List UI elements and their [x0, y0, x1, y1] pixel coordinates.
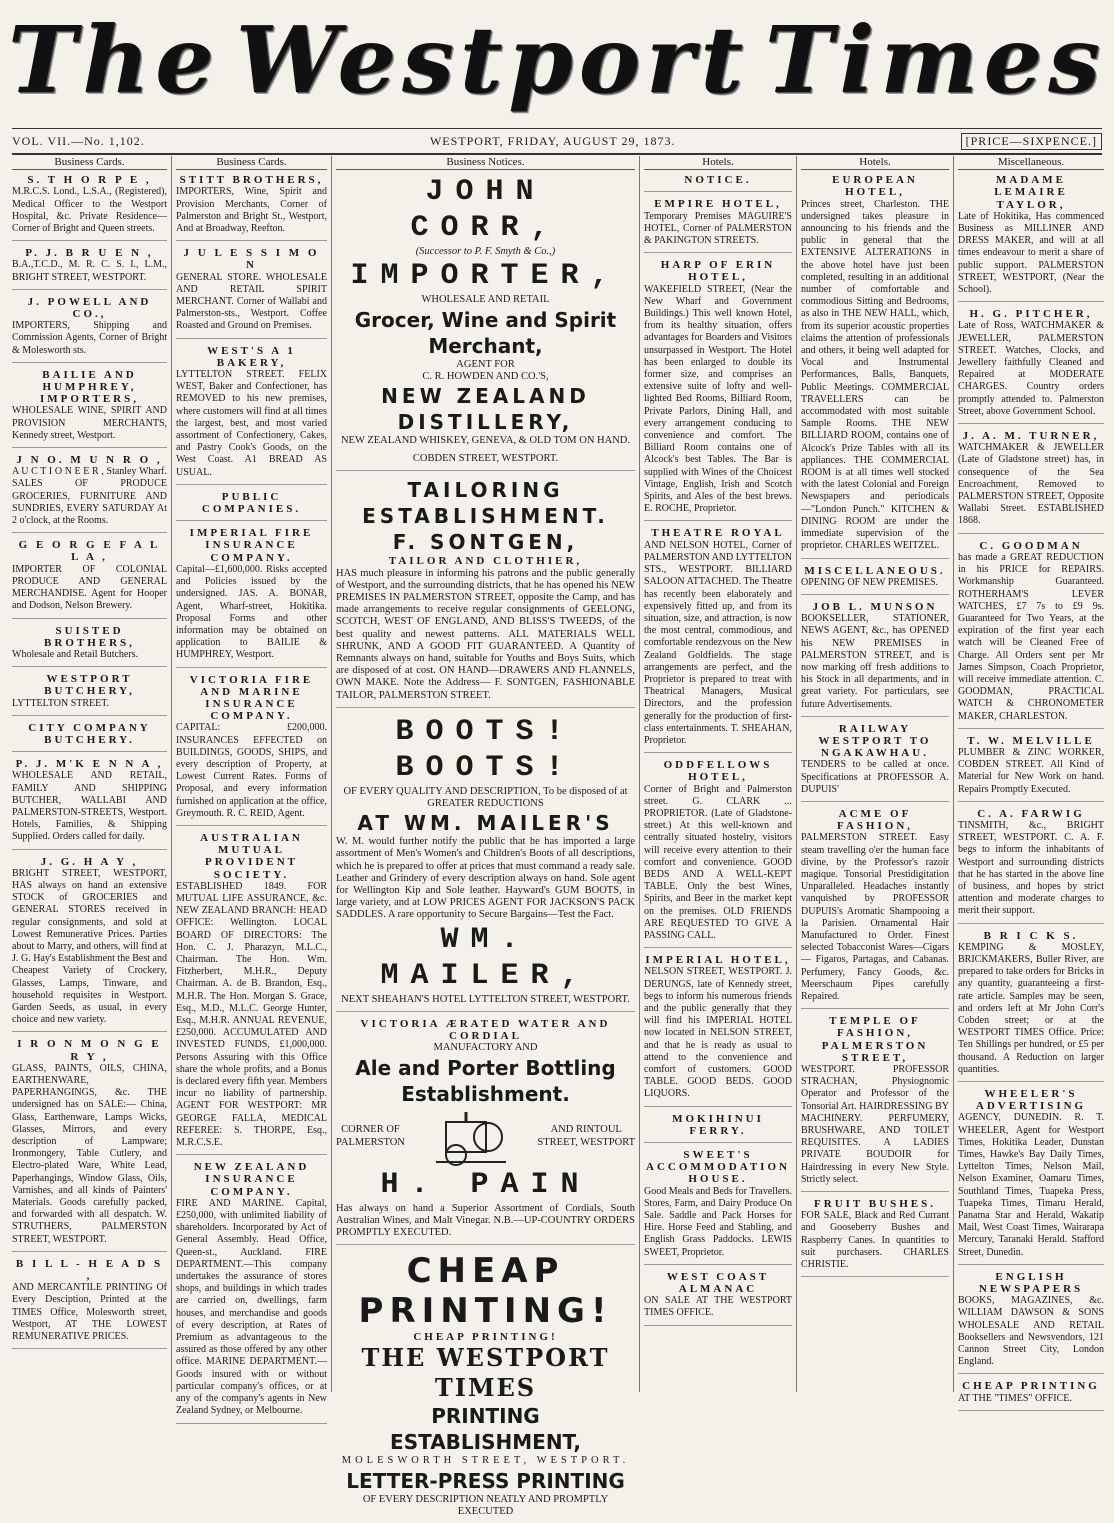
print-times: THE WESTPORT TIMES	[361, 1343, 610, 1403]
pain-hd: VICTORIA ÆRATED WATER AND CORDIAL	[360, 1017, 611, 1043]
advert-heading: SUISTED BROTHERS,	[44, 624, 135, 649]
advert	[12, 1038, 167, 1251]
pain-pr: STREET, WESTPORT	[537, 1136, 635, 1148]
advert-body: PALMERSTON STREET. Easy steam travelling o'er the human face divine, by the Professor's razoir magique. Tonsorial Prestidigitation Unparalleled. Headaches instantly vanquished by PROFESSOR DUPUIS's Aromatic Shampooing a la Parisien. Ornamental Hair Manufactured to Order. Finest selected Tobacconist Wares—Cigars — Figaros, Partagas, and Cabanas. Perfumery, Fancy Goods, &c. Meerschaum Pipes carefully Repaired.	[801, 832, 949, 1002]
boots-name: WM. MAILER,	[380, 922, 591, 993]
advert-body: AND MERCANTILE PRINTING Of Every Desciption, Printed at the TIMES Office, Molesworth street, Westport, AT THE LOWEST REMUNERATIVE PRICES.	[12, 1282, 167, 1343]
advert-heading: VICTORIA FIRE AND MARINE INSURANCE COMPANY.	[189, 673, 314, 723]
advert-heading: G E O R G E F A L L A ,	[18, 539, 161, 564]
advert-body: CAPITAL: £200,000. INSURANCES EFFECTED on BUILDINGS, GOODS, SHIPS, and every description of Property, at Lowest Current Rates. Forms of Proposal, and every information furnished on application at the office, Greymouth. R. C. REID, Agent.	[176, 722, 327, 819]
column-1	[8, 156, 172, 1392]
advert-body: Good Meals and Beds for Travellers. Stores, Farm, and Dairy Produce On Sale. Saddle and Pack Horses for Hire. Horse Feed and Stabling, and English Grass Paddocks. LEWIS SWEET, Proprietor.	[644, 1185, 792, 1258]
corr-nz: NEW ZEALAND DISTILLERY,	[381, 384, 590, 435]
advert	[801, 723, 949, 802]
advert-heading: EUROPEAN HOTEL,	[832, 174, 918, 199]
advert	[12, 296, 167, 363]
dateline	[12, 128, 1102, 155]
advert-body: IMPORTERS, Wine, Spirit and Provision Merchants, Corner of Palmerston and Bright St., Westport, And at Broadway, Reefton.	[176, 186, 327, 235]
pain-pl: PALMERSTON	[336, 1136, 405, 1148]
masthead-word-times: Times	[764, 6, 1107, 114]
advert	[12, 454, 167, 533]
sontgen-role: TAILOR AND CLOTHIER,	[388, 555, 583, 568]
advert-body: Corner of Bright and Palmerston street. G. CLARK ... PROPRIETOR. (Late of Gladstone-street.) At this well-known and centrally situated hostelry, visitors will receive every attention to their comfort and convenience. GOOD BEDS AND A WELL-KEPT TABLE. Only the best Wines, Spirits, and Beer in the market kept on the premises. OLD FRIENDS ARE REQUESTED TO GIVE A PASSING CALL.	[644, 783, 792, 941]
advert-heading: ODDFELLOWS HOTEL,	[663, 759, 773, 784]
pain-name: H. PAIN	[380, 1167, 591, 1202]
issue-date: WESTPORT, FRIDAY, AUGUST 29, 1873.	[429, 133, 676, 148]
advert-body: Late of Hokitika, Has commenced Business as MILLINER AND DRESS MAKER, and will at all times endeavour to merit a share of public support. PALMERSTON STREET, WESTPORT, (Near the School).	[958, 210, 1104, 296]
masthead	[0, 0, 1114, 120]
advert-heading: WEST COAST ALMANAC	[666, 1270, 770, 1296]
advert	[12, 247, 167, 290]
advert-heading: RAILWAY WESTPORT TO NGAKAWHAU.	[818, 722, 932, 760]
boots-hd: BOOTS! BOOTS!	[395, 714, 576, 785]
advert-heading: C. A. FARWIG	[977, 807, 1085, 820]
corr-nz2: NEW ZEALAND WHISKEY, GENEVA, & OLD TOM ON HAND.	[340, 435, 631, 447]
advert-heading: J N O. M U N R O ,	[16, 454, 163, 467]
advert-heading: NOTICE.	[684, 174, 752, 187]
advert-heading: ACME OF FASHION,	[836, 807, 914, 833]
advert	[801, 808, 949, 1009]
advert	[12, 174, 167, 241]
advert	[644, 1113, 792, 1143]
boots-b2: W. M. would further notify the public that he has imported a large assortment of Men's Women's and Children's Boots of all descriptions, which he is prepared to offer at prices that must command a ready sale. Leather and Grindery of every description always on hand. Sole agent for Wellington Kip and Sole leather. Hayward's GUM BOOTS, in large variety, and at LOW PRICES AGENT FOR JACKSON'S PACK SADDLES. A rare opportunity to Secure Bargains—Test the Fact.	[336, 836, 635, 921]
advert	[176, 1161, 327, 1423]
advert	[12, 369, 167, 448]
advert-body: TINSMITH, &c., BRIGHT STREET, WESTPORT. C. A. F. begs to inform the inhabitants of Westport and surrounding districts that he has started in the above line of business, and hopes by strict attention and moderate charges to merit their support.	[958, 819, 1104, 917]
sontgen-body: HAS much pleasure in informing his patrons and the public generally of Westport, and the surrounding districts, that he has opened his NEW PREMISES IN PALMERSTON STREET, opposite the Camp, and has made arrangements to receive regular consignments of GEELONG, SCOTCH, WEST OF ENGLAND, AND BLISS'S TWEEDS, of the best quality and newest patterns. ALL MATERIALS WELL SHRUNK, AND A GOOD FIT GUARANTEED. A Quantity of Remnants always on hand, suitable for Youths and Boys Suits, which are disposed of at cost. ON HAND—DRAWERS AND FLANNELS, OWN MAKE. Note the Address— F. SONTGEN, FASHIONABLE TAILOR, PALMERSTON STREET.	[336, 567, 635, 701]
pain-advert	[336, 1018, 635, 1245]
printing-advert	[336, 1251, 635, 1523]
advert	[12, 625, 167, 668]
advert	[12, 722, 167, 752]
advert-heading: WHEELER'S ADVERTISING	[975, 1088, 1087, 1113]
boots-b1: OF EVERY QUALITY AND DESCRIPTION, To be disposed of at GREATER REDUCTIONS	[343, 785, 628, 810]
advert-body: NELSON STREET, WESTPORT. J. DERUNGS, late of Kennedy street, begs to inform his numerous friends and the public generally that they will find his IMPERIAL HOTEL now located in NELSON STREET, and that he is ready as usual to attend to the convenience and comfort of customers. GOOD TABLE. GOOD BEDS. GOOD LIQUORS.	[644, 966, 792, 1100]
advert-body: IMPORTERS, Shipping and Commission Agents, Corner of Bright & Molesworth sts.	[12, 320, 167, 356]
advert	[958, 930, 1104, 1082]
corr-advert	[336, 174, 635, 471]
advert	[644, 1271, 792, 1326]
advert-body: M.R.C.S. Lond., L.S.A., (Registered), Medical Officer to the Westport Hospital, &c. Private Residence—Corner of Bright and Queen streets.	[12, 186, 167, 235]
advert-heading: T. W. MELVILLE	[967, 734, 1095, 747]
advert-heading: THEATRE ROYAL	[651, 527, 785, 540]
advert	[644, 1149, 792, 1265]
advert-heading: J. POWELL AND CO.,	[27, 295, 152, 321]
advert-body: LYTTELTON STREET. FELIX WEST, Baker and Confectioner, has REMOVED to his new premises, where customers will find at all times the largest, best, and most varied assortment of Confectionery, Cakes, and Pastry Cook's Goods, on the West Coast. A1 BREAD AS USUAL.	[176, 369, 327, 478]
advert-heading: MISCELLANEOUS.	[804, 564, 946, 577]
advert-heading: PUBLIC COMPANIES.	[201, 490, 302, 516]
pain-ale: Ale and Porter Bottling Establishment.	[355, 1055, 616, 1106]
column-heading: Miscellaneous.	[958, 156, 1104, 170]
bottling-machine-icon	[426, 1107, 516, 1167]
advert-heading: H. G. PITCHER,	[969, 308, 1093, 321]
corr-sub: (Successor to P. F. Smyth & Co.,)	[415, 246, 556, 258]
advert-heading: HARP OF ERIN HOTEL,	[660, 259, 776, 284]
advert	[176, 674, 327, 826]
corr-name: JOHN CORR,	[410, 175, 561, 246]
advert-heading: CHEAP PRINTING	[962, 1380, 1100, 1393]
advert	[12, 1258, 167, 1349]
advert-body: Late of Ross, WATCHMAKER & JEWELLER, PALMERSTON STREET. Watches, Clocks, and Jewellery faithfully Cleaned and Repaired at MODERATE CHARGES. Country orders promptly attended to. Palmerston Street, above Government School.	[958, 320, 1104, 417]
advert	[176, 345, 327, 485]
advert-body: TENDERS to be called at once. Specifications at PROFESSOR A. DUPUIS'	[801, 759, 949, 795]
advert-heading: JOB L. MUNSON	[812, 600, 938, 613]
advert-body: IMPORTER OF COLONIAL PRODUCE AND GENERAL MERCHANDISE. Agent for Hooper and Dodson, Nelson Brewery.	[12, 563, 167, 612]
column-heading: Business Notices.	[336, 156, 635, 170]
advert-heading: I R O N M O N G E R Y ,	[17, 1038, 162, 1063]
advert-heading: WEST'S A 1 BAKERY,	[207, 344, 296, 369]
advert	[644, 759, 792, 948]
advert-heading: FRUIT BUSHES.	[814, 1198, 936, 1211]
advert-heading: SWEET'S ACCOMMODATION HOUSE.	[646, 1149, 790, 1186]
advert-body: B.A.,T.C.D., M. R. C. S. I., L.M., BRIGHT STREET, WESTPORT.	[12, 259, 167, 283]
advert	[176, 832, 327, 1155]
advert-heading: ENGLISH NEWSPAPERS	[978, 1270, 1084, 1296]
advert-heading: NEW ZEALAND INSURANCE COMPANY.	[193, 1161, 310, 1198]
advert-heading: P. J. B R U E N ,	[25, 247, 154, 260]
advert-body: WHOLESALE AND RETAIL, FAMILY AND SHIPPING BUTCHER, WALLABI AND PALMERSTON-STREETS, Westport. Hotels, Families, & Shipping Supplied. Orders called for daily.	[12, 770, 167, 843]
corr-grocer: Grocer, Wine and Spirit Merchant,	[354, 307, 617, 358]
advert	[958, 174, 1104, 302]
advert	[644, 259, 792, 521]
pain-body: Has always on hand a Superior Assortment of Cordials, South Australian Wines, and Malt Vinegar. N.B.—UP-COUNTRY ORDERS PROMPTLY EXECUTED.	[336, 1202, 635, 1238]
advert-heading: CITY COMPANY BUTCHERY.	[28, 721, 151, 746]
advert	[958, 430, 1104, 534]
advert-body: WATCHMAKER & JEWELLER (Late of Gladstone street) has, in consequence of the Sea Encroachment, Removed to PALMERSTON STREET, Opposite Wallabi Street. ESTABLISHED 1868.	[958, 442, 1104, 527]
advert-heading: MADAME LEMAIRE TAYLOR,	[994, 174, 1068, 211]
advert	[12, 673, 167, 716]
machine-illustration	[336, 1107, 635, 1167]
column-3	[332, 156, 640, 1517]
print-addr: MOLESWORTH STREET, WESTPORT.	[341, 1455, 630, 1467]
column-heading: Business Cards.	[12, 156, 167, 170]
advert	[644, 198, 792, 253]
column-heading: Business Cards.	[176, 156, 327, 170]
print-est: PRINTING ESTABLISHMENT,	[390, 1404, 581, 1455]
advert-body: PLUMBER & ZINC WORKER, COBDEN STREET. All Kind of Material for New Work on hand. Repairs Promptly Executed.	[958, 746, 1104, 795]
price: [PRICE—SIXPENCE.]	[961, 133, 1102, 150]
advert	[801, 1198, 949, 1277]
sontgen-hd: TAILORING ESTABLISHMENT.	[362, 478, 609, 529]
corr-agent: AGENT FOR	[456, 358, 515, 370]
advert-body: has made a GREAT REDUCTION in his PRICE for REPAIRS. Workmanship Guaranteed. ROTHERHAM'S LEVER WATCHES, £7 7s to £9 9s. Guaranteed for Two Years, at the expiration of the first year each watch will be Cleaned Free of Charge. All Orders sent per Mr James Simpson, Coach Proprietor, will receive immediate attention. C. GOODMAN, PRACTICAL WATCH & CHRONOMETER MAKER, CHARLESTON.	[958, 551, 1104, 722]
advert-body: Wholesale and Retail Butchers.	[12, 648, 139, 660]
pain-cl: CORNER OF	[341, 1124, 400, 1136]
advert	[958, 1088, 1104, 1265]
advert-body: Temporary Premises MAGUIRE'S HOTEL, Corner of PALMERSTON & PAKINGTON STREETS.	[644, 210, 792, 247]
advert-body: BOOKSELLER, STATIONER, NEWS AGENT, &c., has OPENED his NEW PREMISES in PALMERSTON STREET, and is now marking off fresh additions to his Stock in all departments, and in great variety. For particulars, see future Advertisements.	[801, 613, 949, 710]
advert-body: AND NELSON HOTEL, Corner of PALMERSTON AND LYTTELTON STS., WESTPORT. BILLIARD SALOON ATTACHED. The Theatre has recently been elaborately and expensively fitted up, and from its situation, size, and attraction, is now the most central, commodious, and comfortable rendezvous on the New Zealand Goldfields. The stage arrangements are perfect, and the Proprietor is prepared to treat with Theatrical Managers, Musical Directors, and the profession generally for the production of first-class entertainments. T. SHEAHAN, Proprietor.	[644, 539, 792, 746]
advert	[958, 808, 1104, 924]
masthead-word-the: The	[7, 6, 220, 114]
advert-body: ON SALE AT THE WESTPORT TIMES OFFICE.	[644, 1295, 792, 1319]
sontgen-name: F. SONTGEN,	[392, 530, 579, 555]
advert	[958, 1380, 1104, 1410]
advert	[801, 565, 949, 595]
advert	[12, 758, 167, 849]
advert-body: A U C T I O N E E R , Stanley Wharf. SALES OF PRODUCE GROCERIES, FURNITURE AND SUNDRIES, EVERY SATURDAY At 2 o'clock, at the Rooms.	[12, 466, 167, 527]
volume-number: VOL. VII.—No. 1,102.	[12, 133, 145, 148]
boots-addr: NEXT SHEAHAN'S HOTEL LYTTELTON STREET, WESTPORT.	[341, 993, 630, 1005]
advert	[644, 954, 792, 1106]
advert-body: FOR SALE, Black and Red Currant and Gooseberry Bushes and Raspberry Canes. In quantities to suit purchasers. CHARLES CHRISTIE.	[801, 1210, 949, 1271]
advert-body: OPENING OF NEW PREMISES.	[801, 576, 939, 588]
masthead-word-westport: Westport	[235, 6, 750, 114]
advert-body: ESTABLISHED 1849. FOR MUTUAL LIFE ASSURANCE, &c. NEW ZEALAND BRANCH: HEAD OFFICE: Wellington. LOCAL BOARD OF DIRECTORS: The Hon. C. J. Pharazyn, M.L.C., Chairman. The Hon. Wm. Fitzherbert, M.H.R., Deputy Chairman. A. de B. Brandon, Esq., M.H.R. The Hon. Morgan S. Grace, Esq., M.D., M.L.C. George Hunter, Esq., M.H.R. ANNUAL REVENUE, £250,000. ACCUMULATED AND INVESTED FUNDS, £1,000,000. Persons Assuring with this Office share the whole profits, and a Bonus is declared every fifth year. Members incur no liability of partnership. AGENT FOR WESTPORT: MR GEORGE FALLA, MEDICAL REFEREE: S. THORPE, Esq., M.R.C.S.E.	[176, 880, 327, 1149]
advert	[801, 174, 949, 558]
corr-ws: WHOLESALE AND RETAIL	[421, 294, 550, 306]
advert	[801, 601, 949, 717]
advert-heading: B I L L - H E A D S ,	[15, 1257, 164, 1283]
advert-body: WAKEFIELD STREET, (Near the New Wharf and Government Buildings.) This well known Hotel, from its healthy situation, offers advantages for Boarders and Visitors unsurpassed in Westport. The Hotel has been enlarged to double its former size, and comprises an extensive suite of lofty and well-lighted Bed Rooms, Billiard Room, Private Parlors, Dining Hall, and every arrangement conducing to convenience and comfort. The Billiard Room contains one of Alcock's best Tables. The Bar is supplied with Wines of the Choicest Vintage, English, Irish and Scotch Spirits, and Ales of the best brews. E. ROCHE, Proprietor.	[644, 283, 792, 515]
advert-heading: WESTPORT BUTCHERY,	[44, 673, 135, 698]
column-6	[954, 156, 1108, 1404]
advert-heading: C. GOODMAN	[979, 539, 1083, 552]
advert-heading: J U L E S S I M O N	[183, 247, 320, 272]
advert-heading: MOKIHINUI FERRY.	[672, 1112, 764, 1137]
advert	[958, 735, 1104, 802]
advert-heading: AUSTRALIAN MUTUAL PROVIDENT SOCIETY.	[200, 831, 303, 881]
advert-body: GLASS, PAINTS, OILS, CHINA, EARTHENWARE, PAPERHANGINGS, &c. THE undersigned has on SALE:— China, Glass, Earthenware, Lamps Wicks, Glasses, Mirrors, and every description of Lampware; Ironmongery, Table Cutlery, and Electro-plated Ware, White Lead, Paperhangings, Window Glass, Oils, Varnishes, and all kinds of Painters' Materials. Goods carefully packed, and forwarded with all despatch. W. STRUTHERS, PALMERSTON STREET, WESTPORT.	[12, 1062, 167, 1245]
pain-mf: MANUFACTORY AND	[433, 1042, 538, 1054]
advert-body: FIRE AND MARINE. Capital, £250,000, with unlimited liability of shareholders. Incorporated by Act of General Assembly. Head Office, Queen-st., Auckland. FIRE DEPARTMENT.—This company undertakes the assurance of stores shops, and buildings in which trades are carried on, dwellings, farm houses, and merchandise and goods of every description, at Rates of Premium as advantageous to the assured as those offered by any other office. MARINE DEPARTMENT.—Goods insured with or without particular company's offices, or at any of the company's agents in New Zealand Sydney, or Melbourne.	[176, 1197, 327, 1417]
advert-body: BRIGHT STREET, WESTPORT, HAS always on hand an extensive STOCK of GROCERIES and GENERAL STORES received in regular consignments, and sold at Lowest Remunerative Prices. Parties about to Marry, and others, will find at J. G. Hay's Establishment the Best and Cheapest Variety of Crockery, Glasses, Lamps, Tinware, and household requisites in Westport. Garden Seeds, as usual, in every choice and new variety.	[12, 867, 167, 1026]
advert-body: AGENCY, DUNEDIN. R. T. WHEELER, Agent for Westport Times, Hokitika Leader, Dunstan Times, Hawke's Bay Daily Times, Lyttelton Times, Nelson Mail, Nelson Examiner, Oamaru Times, Southland Times, Tuapeka Press, Tuapeka Times, Timaru Herald, Panama Star and Herald, Wakatip Mail, West Coast Times, Wairarapa Mercury, Taranaki Herald. Stafford Street, Dunedin.	[958, 1112, 1104, 1258]
print-cheap2: CHEAP PRINTING!	[413, 1331, 558, 1344]
advert-heading: EMPIRE HOTEL,	[654, 198, 782, 211]
advert	[176, 527, 327, 667]
advert-heading: IMPERIAL HOTEL,	[645, 954, 791, 967]
advert-body: LYTTELTON STREET.	[12, 697, 110, 709]
advert	[958, 1271, 1104, 1375]
advert	[176, 247, 327, 338]
advert-heading: S. T H O R P E ,	[27, 174, 152, 187]
advert-heading: J. A. M. TURNER,	[962, 430, 1100, 443]
advert	[958, 540, 1104, 729]
boots-advert	[336, 714, 635, 1012]
corr-agent2: C. R. HOWDEN AND CO.'S,	[422, 370, 549, 382]
advert	[644, 527, 792, 753]
advert	[12, 539, 167, 618]
advert	[12, 856, 167, 1033]
pain-cr: AND RINTOUL	[550, 1124, 622, 1136]
advert	[176, 174, 327, 241]
column-heading: Hotels.	[644, 156, 792, 170]
advert-body: KEMPING & MOSLEY, BRICKMAKERS, Buller River, are prepared to take orders for Bricks in any quantity, guaranteeing a first-rate article. Samples may be seen, and orders left at Mr John Corr's Cobden street; or at the WESTPORT TIMES Office. Price: Ten Shillings per hundred, or £5 per thousand. A Reduction on larger quantities.	[958, 941, 1104, 1075]
advert-heading: TEMPLE OF FASHION, PALMERSTON STREET,	[821, 1015, 929, 1064]
advert	[176, 491, 327, 521]
advert-heading: STITT BROTHERS,	[179, 174, 324, 187]
advert-body: Capital—£1,600,000. Risks accepted and Policies issued by the undersigned. JAS. A. BONAR, Agent, Wharf-street, Hokitika. Proposal Forms and other information may be obtained on application to BAILIE & HUMPHREY, Westport.	[176, 563, 327, 661]
advert-heading: J. G. H A Y ,	[40, 855, 139, 868]
advert	[644, 174, 792, 192]
corr-importer: IMPORTER,	[350, 259, 621, 294]
advert-heading: IMPERIAL FIRE INSURANCE COMPANY.	[189, 527, 314, 564]
advert-body: AT THE "TIMES" OFFICE.	[958, 1392, 1072, 1404]
boots-at: AT WM. MAILER'S	[357, 811, 614, 836]
column-4	[640, 156, 797, 1392]
corr-addr: COBDEN STREET, WESTPORT.	[412, 453, 559, 465]
advert-body: GENERAL STORE. WHOLESALE AND RETAIL SPIRIT MERCHANT. Corner of Wallabi and Palmerston-sts., Westport. Coffee Roasted and Ground on Premises.	[176, 271, 327, 332]
column-heading: Hotels.	[801, 156, 949, 170]
advert-body: BOOKS, MAGAZINES, &c. WILLIAM DAWSON & SONS WHOLESALE AND RETAIL Booksellers and Newsvendors, 121 Cannon Street City, London England.	[958, 1295, 1104, 1368]
advert-body: Princes street, Charleston. THE undersigned takes pleasure in announcing to his friends and the public in general that the EXTENSIVE ALTERATIONS in the above hotel have just been completed, resulting in an additional number of comfortable and commodious Sitting and Bedrooms, as also in THE NEW HALL, which, from its superior acoustic properties claims the attention of professionals and others, it being well adapted for Vocal and Instrumental Performances, Balls, Banquets, Public Meetings. COMMERCIAL TRAVELLERS can be accommodated with most suitable Sample Rooms. THE NEW BILLIARD ROOM, contains one of Alcock's Prize Tables with all its appliances. THE COMMERCIAL ROOM is at all times well stocked with the latest Colonial and Foreign Newspapers and periodicals—"London Punch." KITCHEN & DINING ROOM are under the immediate supervision of the proprietor. CHARLES WEITZEL.	[801, 198, 949, 552]
advert-body: WESTPORT. PROFESSOR STRACHAN, Physiognomic Operator and Professor of the Tonsorial Art. HAIRDRESSING BY MACHINERY. PERFUMERY, BRUSHWARE, AND TOILET REQUISITES. A LADIES PRIVATE BOUDOIR for Hairdressing in every New Style. Strictly select.	[801, 1064, 949, 1185]
advert-heading: B R I C K S.	[983, 929, 1079, 942]
advert-heading: BAILIE AND HUMPHREY, IMPORTERS,	[40, 368, 139, 406]
column-2	[172, 156, 332, 1417]
column-5	[797, 156, 954, 1392]
print-cheap: CHEAP PRINTING!	[358, 1251, 613, 1332]
print-lp: LETTER-PRESS PRINTING	[346, 1468, 625, 1493]
advert	[958, 308, 1104, 424]
advert-heading: P. J. M'K E N N A ,	[15, 758, 164, 771]
columns	[8, 156, 1108, 1517]
sontgen-advert	[336, 477, 635, 707]
advert-body: WHOLESALE WINE, SPIRIT AND PROVISION MERCHANTS, Kennedy street, Westport.	[12, 405, 167, 441]
print-desc: OF EVERY DESCRIPTION NEATLY AND PROMPTLY EXECUTED	[362, 1493, 609, 1517]
advert	[801, 1015, 949, 1192]
